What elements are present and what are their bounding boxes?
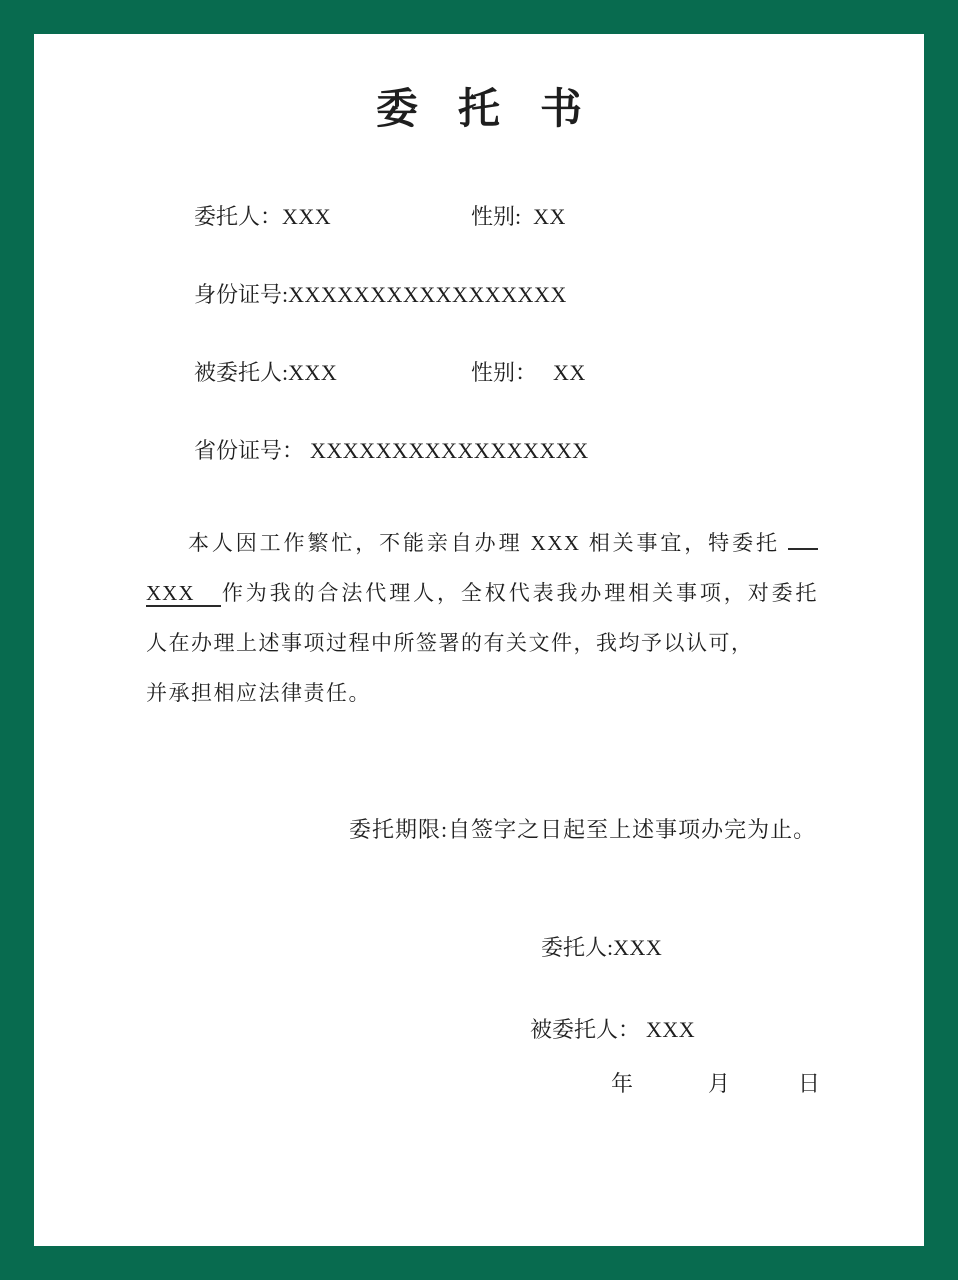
field-row-id-number	[194, 280, 864, 310]
signature-agent-label: 被委托人：	[530, 1017, 641, 1042]
term-of-authorization: 委托期限:自签字之日起至上述事项办完为止。	[349, 817, 817, 842]
signature-principal-label: 委托人:	[541, 935, 614, 960]
body-line-3: 人在办理上述事项过程中所签署的有关文件，我均予以认可，	[146, 631, 754, 655]
body-line-2	[146, 568, 818, 618]
agent-value: XXX	[288, 360, 338, 385]
principal-field	[194, 202, 471, 232]
signature-principal-value: XXX	[613, 935, 663, 960]
body-paragraph	[146, 518, 818, 718]
gender2-value: XX	[553, 360, 586, 385]
date-year-label: 年	[611, 1071, 634, 1096]
field-row-agent	[194, 358, 864, 388]
body-line-2-text: 作为我的合法代理人，全权代表我办理相关事项，对委托	[220, 581, 818, 605]
signature-agent	[530, 1013, 695, 1044]
body-line-1	[146, 518, 818, 568]
gender1-value: XX	[533, 204, 566, 229]
id-number-2-label: 省份证号：	[194, 438, 305, 463]
body-line-4: 并承担相应法律责任。	[146, 681, 371, 705]
gender1-label: 性别:	[471, 204, 522, 229]
id-number-label: 身份证号:	[194, 282, 289, 307]
signature-agent-value: XXX	[646, 1017, 696, 1042]
signature-principal	[541, 931, 662, 962]
id-number-value: XXXXXXXXXXXXXXXXX	[288, 282, 567, 307]
document-page	[34, 34, 924, 1246]
field-row-id-number-2	[194, 436, 864, 466]
gender2-label: 性别：	[471, 360, 538, 385]
fields-section	[194, 202, 864, 514]
principal-label: 委托人：	[194, 204, 283, 229]
document-title: 委托书	[375, 87, 622, 133]
agent-field	[194, 358, 471, 388]
body-line-1-text: 本人因工作繁忙，不能亲自办理 XXX 相关事宜，特委托	[188, 531, 780, 555]
fill-in-blank	[788, 534, 818, 550]
date-month-label: 月	[708, 1071, 731, 1096]
id-number-2-value: XXXXXXXXXXXXXXXXX	[310, 438, 589, 463]
agent-label: 被委托人:	[194, 360, 289, 385]
delegate-name-underlined: XXX	[146, 581, 221, 607]
field-row-principal	[194, 202, 864, 232]
principal-value: XXX	[282, 204, 332, 229]
date-line	[611, 1067, 820, 1098]
date-day-label: 日	[798, 1071, 821, 1096]
